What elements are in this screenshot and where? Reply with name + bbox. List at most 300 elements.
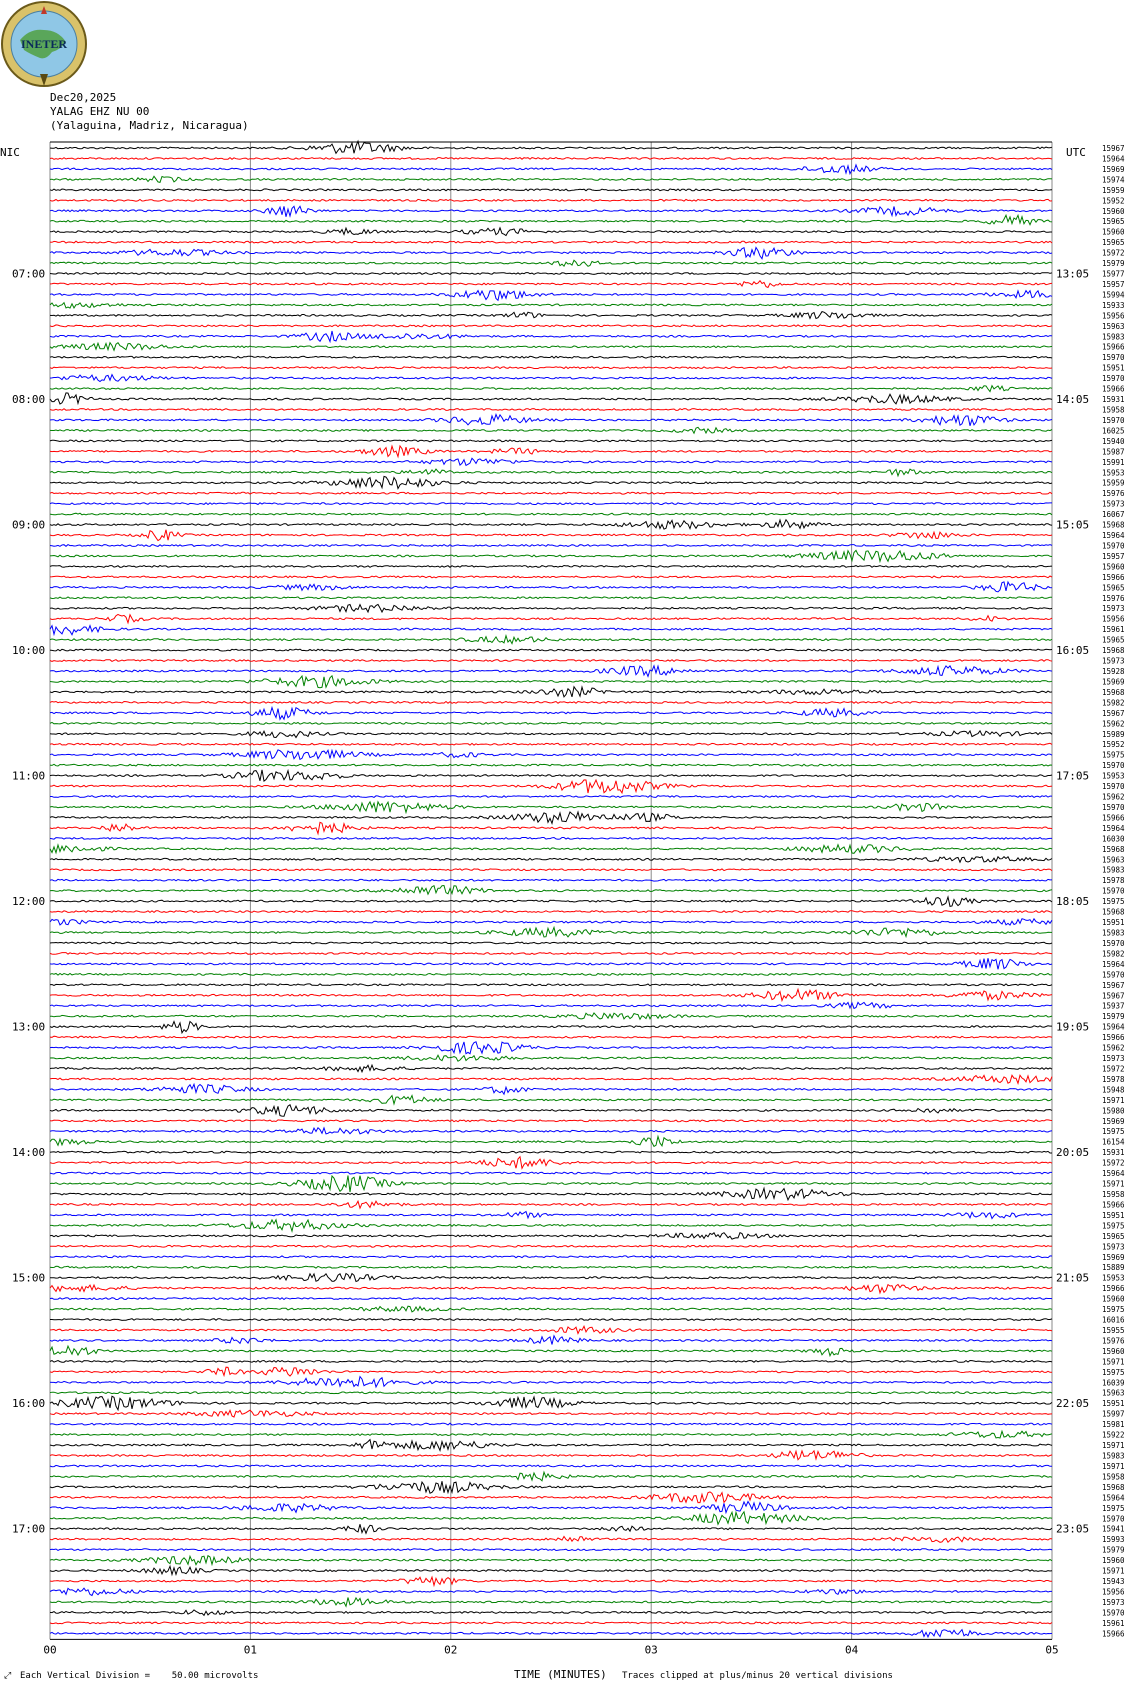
trace-value-label: 16025 — [1102, 426, 1125, 436]
trace-value-label: 15965 — [1102, 583, 1125, 593]
seismogram-trace — [50, 953, 1052, 955]
seismogram-trace — [50, 141, 1052, 153]
trace-value-label: 15951 — [1102, 1210, 1125, 1220]
seismogram-trace — [50, 1549, 1052, 1551]
trace-value-label: 15960 — [1102, 1556, 1125, 1566]
seismogram-trace — [50, 1256, 1052, 1258]
trace-value-label: 15968 — [1102, 907, 1125, 917]
seismogram-trace — [50, 1212, 1052, 1219]
trace-value-labels — [1102, 144, 1125, 1638]
trace-value-label: 15968 — [1102, 646, 1125, 656]
right-time-label: 16:05 — [1056, 644, 1090, 658]
trace-value-label: 15976 — [1102, 489, 1125, 499]
seismogram-trace — [50, 1201, 1052, 1208]
trace-value-label: 15987 — [1102, 447, 1125, 457]
trace-value-label: 15972 — [1102, 1158, 1125, 1168]
trace-value-label: 15983 — [1102, 332, 1125, 342]
seismogram-trace — [50, 1176, 1052, 1193]
right-time-label: 19:05 — [1056, 1020, 1090, 1034]
seismogram-trace — [50, 1396, 1052, 1410]
trace-value-label: 15959 — [1102, 478, 1125, 488]
seismogram-trace — [50, 660, 1052, 662]
seismogram-trace — [50, 687, 1052, 697]
trace-value-label: 15966 — [1102, 1284, 1125, 1294]
trace-value-label: 15951 — [1102, 1399, 1125, 1409]
trace-value-label: 15964 — [1102, 531, 1125, 540]
seismogram-trace — [50, 312, 1052, 319]
seismogram-trace — [50, 845, 1052, 854]
seismogram-trace — [50, 1622, 1052, 1624]
trace-value-label: 15933 — [1102, 300, 1125, 310]
seismogram-trace — [50, 1285, 1052, 1293]
trace-value-label: 15941 — [1102, 1524, 1125, 1534]
seismogram-trace — [50, 199, 1052, 201]
trace-value-label: 16039 — [1102, 1378, 1125, 1388]
x-tick-label: 05 — [1045, 1643, 1059, 1657]
seismogram-trace — [50, 1188, 1052, 1200]
seismogram-trace — [50, 1524, 1052, 1533]
trace-value-label: 15989 — [1102, 729, 1125, 739]
seismogram-trace — [50, 241, 1052, 243]
trace-value-label: 15958 — [1102, 1472, 1125, 1482]
x-tick-label: 01 — [243, 1643, 258, 1657]
left-time-label: 12:00 — [12, 895, 46, 909]
trace-value-label: 15965 — [1102, 238, 1125, 248]
seismogram-trace — [50, 1105, 1052, 1116]
trace-value-label: 15961 — [1102, 625, 1125, 635]
seismogram-trace — [50, 1157, 1052, 1169]
right-time-label: 13:05 — [1056, 267, 1090, 281]
trace-value-label: 15975 — [1102, 1127, 1125, 1137]
seismogram-trace — [50, 1577, 1052, 1585]
trace-value-label: 15960 — [1102, 206, 1125, 216]
seismogram-trace — [50, 911, 1052, 913]
trace-value-label: 15963 — [1102, 321, 1125, 331]
seismogram-trace — [50, 822, 1052, 833]
seismogram-trace — [50, 248, 1052, 259]
trace-value-label: 15970 — [1102, 1608, 1125, 1618]
seismogram-trace — [50, 626, 1052, 635]
left-time-label: 17:00 — [12, 1522, 46, 1536]
trace-value-label: 16016 — [1102, 1315, 1125, 1325]
trace-value-label: 15968 — [1102, 520, 1125, 530]
seismogram-trace — [50, 386, 1052, 392]
seismogram-trace — [50, 1502, 1052, 1513]
trace-value-label: 15967 — [1102, 144, 1125, 153]
seismogram-trace — [50, 1598, 1052, 1607]
seismogram-trace — [50, 1298, 1052, 1300]
trace-value-label: 15981 — [1102, 1420, 1125, 1430]
right-time-labels — [1056, 268, 1089, 1536]
left-time-label: 10:00 — [12, 644, 46, 658]
trace-value-label: 15970 — [1102, 374, 1125, 384]
seismogram-trace — [50, 513, 1052, 515]
seismogram-trace — [50, 722, 1052, 724]
seismogram-trace — [50, 1220, 1052, 1231]
trace-value-label: 15952 — [1102, 196, 1125, 206]
location-label: (Yalaguina, Madriz, Nicaragua) — [50, 119, 249, 132]
trace-value-label: 15959 — [1102, 185, 1125, 195]
trace-value-label: 15973 — [1102, 1054, 1125, 1063]
trace-value-label: 15966 — [1102, 1200, 1125, 1210]
seismogram-trace — [50, 649, 1052, 651]
trace-value-label: 15968 — [1102, 1482, 1125, 1492]
seismogram-trace — [50, 636, 1052, 644]
trace-value-label: 15975 — [1102, 1221, 1125, 1231]
seismogram-trace — [50, 743, 1052, 745]
left-timezone-label: NIC — [0, 146, 20, 159]
seismogram-trace — [50, 582, 1052, 592]
trace-value-label: 15951 — [1102, 363, 1125, 373]
seismogram-trace — [50, 291, 1052, 301]
seismogram-trace — [50, 1233, 1052, 1239]
seismogram-trace — [50, 1036, 1052, 1038]
seismogram-trace — [50, 750, 1052, 760]
trace-value-label: 15972 — [1102, 248, 1125, 258]
seismogram-trace — [50, 597, 1052, 599]
trace-value-label: 15975 — [1102, 750, 1125, 760]
seismogram-trace — [50, 1075, 1052, 1083]
seismogram-trace — [50, 1472, 1052, 1481]
seismogram-trace — [50, 206, 1052, 217]
seismogram-trace — [50, 331, 1052, 342]
scale-note: Each Vertical Division = 50.00 microvolts — [20, 1671, 259, 1681]
trace-value-label: 15975 — [1102, 1367, 1125, 1377]
seismogram-trace — [50, 469, 1052, 476]
seismogram-trace — [50, 158, 1052, 160]
right-timezone-label: UTC — [1066, 146, 1086, 159]
x-tick-label: 04 — [844, 1643, 859, 1657]
trace-value-label: 15973 — [1102, 656, 1125, 666]
trace-value-label: 15964 — [1102, 154, 1125, 164]
trace-value-label: 15973 — [1102, 1242, 1125, 1252]
seismogram-trace — [50, 440, 1052, 442]
seismogram-trace — [50, 676, 1052, 688]
trace-value-label: 15972 — [1102, 1064, 1125, 1074]
station-label: YALAG EHZ NU 00 — [50, 105, 150, 118]
seismogram-trace — [50, 1440, 1052, 1451]
logo-text: INETER — [20, 37, 68, 51]
trace-value-label: 15980 — [1102, 1106, 1125, 1116]
seismogram-trace — [50, 812, 1052, 823]
seismogram-trace — [50, 1120, 1052, 1122]
trace-value-label: 15966 — [1102, 572, 1125, 582]
trace-value-label: 15962 — [1102, 792, 1125, 802]
seismogram-trace — [50, 702, 1052, 704]
trace-value-label: 15976 — [1102, 1336, 1125, 1346]
seismogram-trace — [50, 550, 1052, 561]
trace-value-label: 15969 — [1102, 677, 1125, 687]
trace-value-label: 15971 — [1102, 1441, 1125, 1450]
seismogram-trace — [50, 897, 1052, 906]
seismogram-trace — [50, 927, 1052, 937]
right-time-label: 21:05 — [1056, 1271, 1090, 1285]
trace-value-label: 15964 — [1102, 1493, 1125, 1503]
seismogram-trace — [50, 1013, 1052, 1019]
trace-value-label: 15979 — [1102, 259, 1125, 269]
trace-value-label: 15983 — [1102, 865, 1125, 875]
trace-value-label: 15978 — [1102, 1074, 1125, 1084]
left-time-label: 07:00 — [12, 267, 46, 281]
left-time-label: 16:00 — [12, 1397, 46, 1411]
trace-value-label: 15948 — [1102, 1085, 1125, 1095]
trace-value-label: 15956 — [1102, 311, 1125, 321]
trace-value-label: 15957 — [1102, 551, 1125, 561]
seismogram-trace — [50, 446, 1052, 457]
seismogram-trace — [50, 1042, 1052, 1054]
trace-value-label: 15931 — [1102, 1148, 1125, 1158]
seismogram-trace — [50, 520, 1052, 529]
seismogram-trace — [50, 367, 1052, 369]
trace-value-label: 15957 — [1102, 280, 1125, 289]
seismogram-trace — [50, 260, 1052, 266]
trace-value-label: 15953 — [1102, 771, 1125, 781]
seismogram-trace — [50, 281, 1052, 288]
scale-icon: ⤢ — [4, 1671, 12, 1681]
seismogram-trace — [50, 356, 1052, 358]
seismogram-trace — [50, 604, 1052, 612]
trace-value-label: 15975 — [1102, 897, 1125, 907]
trace-value-label: 15940 — [1102, 436, 1125, 446]
trace-value-label: 15978 — [1102, 876, 1125, 886]
seismogram-trace — [50, 1610, 1052, 1616]
seismogram-trace — [50, 1084, 1052, 1094]
seismogram-trace — [50, 973, 1052, 975]
trace-value-label: 15976 — [1102, 593, 1125, 603]
trace-value-label: 15994 — [1102, 290, 1125, 300]
trace-value-label: 15970 — [1102, 416, 1125, 425]
trace-value-label: 15965 — [1102, 1231, 1125, 1241]
trace-value-label: 15982 — [1102, 698, 1125, 708]
seismogram-trace — [50, 1022, 1052, 1033]
seismogram-trace — [50, 708, 1052, 720]
trace-value-label: 15960 — [1102, 562, 1125, 572]
date-label: Dec20,2025 — [50, 91, 117, 104]
left-time-labels — [12, 268, 45, 1536]
trace-value-label: 15982 — [1102, 949, 1125, 959]
left-time-label: 15:00 — [12, 1271, 46, 1285]
trace-value-label: 15937 — [1102, 1001, 1125, 1011]
right-time-label: 18:05 — [1056, 895, 1090, 909]
trace-value-label: 15977 — [1102, 269, 1125, 279]
trace-value-label: 15971 — [1102, 1179, 1125, 1189]
trace-value-label: 15964 — [1102, 1022, 1125, 1032]
seismogram-trace — [50, 1431, 1052, 1438]
trace-value-label: 15965 — [1102, 635, 1125, 645]
seismogram-trace — [50, 919, 1052, 925]
seismogram-trace — [50, 458, 1052, 465]
seismogram-trace — [50, 176, 1052, 182]
trace-value-label: 15968 — [1102, 687, 1125, 697]
seismogram-trace — [50, 1137, 1052, 1147]
trace-value-label: 15993 — [1102, 1535, 1125, 1545]
seismogram-trace — [50, 325, 1052, 327]
trace-value-label: 15956 — [1102, 614, 1125, 624]
seismogram-trace — [50, 1319, 1052, 1321]
seismogram-trace — [50, 1096, 1052, 1104]
seismogram-trace — [50, 796, 1052, 798]
seismogram-trace — [50, 780, 1052, 793]
trace-value-label: 15973 — [1102, 604, 1125, 614]
trace-value-label: 16030 — [1102, 834, 1125, 844]
trace-value-label: 15943 — [1102, 1577, 1125, 1586]
trace-value-label: 15973 — [1102, 499, 1125, 509]
seismogram-trace — [50, 393, 1052, 404]
seismogram-trace — [50, 215, 1052, 225]
trace-value-label: 15953 — [1102, 468, 1125, 478]
seismogram-trace — [50, 228, 1052, 236]
trace-value-label: 15970 — [1102, 939, 1125, 948]
trace-value-label: 15966 — [1102, 384, 1125, 394]
seismogram-trace — [50, 1002, 1052, 1008]
trace-value-label: 15970 — [1102, 353, 1125, 363]
left-time-label: 11:00 — [12, 769, 46, 783]
trace-value-label: 15962 — [1102, 719, 1125, 729]
trace-value-label: 15970 — [1102, 541, 1125, 551]
trace-value-label: 15966 — [1102, 1629, 1125, 1639]
seismogram-trace — [50, 530, 1052, 541]
seismogram-trace — [50, 1274, 1052, 1282]
trace-value-label: 15951 — [1102, 918, 1125, 927]
trace-value-label: 15969 — [1102, 1252, 1125, 1262]
trace-value-label: 15963 — [1102, 855, 1125, 865]
seismogram-trace — [50, 731, 1052, 738]
seismogram-trace — [50, 1392, 1052, 1394]
seismogram-trace — [50, 1465, 1052, 1467]
seismogram-trace — [50, 1537, 1052, 1543]
seismogram-trace — [50, 375, 1052, 382]
trace-value-label: 15953 — [1102, 1273, 1125, 1283]
trace-value-label: 15969 — [1102, 1116, 1125, 1126]
trace-value-label: 15974 — [1102, 175, 1125, 185]
x-tick-labels — [43, 1643, 1058, 1656]
trace-value-label: 15958 — [1102, 405, 1125, 415]
seismogram-trace — [50, 503, 1052, 505]
seismogram-trace — [50, 1492, 1052, 1503]
trace-value-label: 15970 — [1102, 970, 1125, 980]
trace-value-label: 16154 — [1102, 1137, 1125, 1147]
seismogram-trace — [50, 1367, 1052, 1376]
left-time-label: 09:00 — [12, 518, 46, 532]
seismogram-trace — [50, 343, 1052, 351]
trace-value-label: 15970 — [1102, 782, 1125, 792]
trace-value-label: 15960 — [1102, 227, 1125, 237]
trace-value-label: 15964 — [1102, 823, 1125, 833]
seismogram-trace — [50, 545, 1052, 547]
left-time-label: 08:00 — [12, 393, 46, 406]
seismogram-trace — [50, 303, 1052, 308]
seismogram-trace — [50, 1630, 1052, 1637]
right-time-label: 22:05 — [1056, 1397, 1090, 1411]
seismogram-trace — [50, 1306, 1052, 1312]
trace-value-label: 15975 — [1102, 1503, 1125, 1513]
seismogram-trace — [50, 666, 1052, 677]
seismogram-trace — [50, 476, 1052, 488]
trace-value-label: 15969 — [1102, 164, 1125, 174]
trace-value-label: 16067 — [1102, 510, 1125, 520]
clip-note: Traces clipped at plus/minus 20 vertical divisions — [622, 1671, 893, 1681]
trace-value-label: 15971 — [1102, 1095, 1125, 1105]
seismogram-trace — [50, 838, 1052, 840]
trace-value-label: 15928 — [1102, 667, 1125, 676]
seismogram-trace — [50, 1481, 1052, 1493]
seismogram-trace — [50, 1566, 1052, 1574]
seismogram-trace — [50, 1055, 1052, 1061]
seismogram-trace — [50, 1377, 1052, 1387]
trace-value-label: 15991 — [1102, 457, 1125, 467]
right-time-label: 17:05 — [1056, 769, 1090, 783]
trace-value-label: 15979 — [1102, 1545, 1125, 1555]
trace-value-label: 15965 — [1102, 217, 1125, 227]
x-tick-label: 03 — [644, 1643, 658, 1657]
trace-value-label: 15973 — [1102, 1597, 1125, 1607]
seismogram-trace — [50, 1410, 1052, 1417]
seismogram-trace — [50, 576, 1052, 578]
trace-value-label: 15922 — [1102, 1430, 1125, 1440]
trace-value-label: 15970 — [1102, 1514, 1125, 1524]
trace-value-label: 15955 — [1102, 1326, 1125, 1335]
trace-value-label: 15997 — [1102, 1409, 1125, 1419]
seismogram-trace — [50, 1451, 1052, 1460]
seismogram-trace — [50, 958, 1052, 969]
seismogram-trace — [50, 886, 1052, 895]
seismogram-trace — [50, 1588, 1052, 1595]
x-tick-label: 00 — [43, 1643, 57, 1657]
seismogram-trace — [50, 984, 1052, 986]
trace-value-label: 15971 — [1102, 1357, 1125, 1367]
trace-value-label: 15931 — [1102, 395, 1125, 404]
trace-value-label: 15952 — [1102, 740, 1125, 750]
seismogram-trace — [50, 1336, 1052, 1345]
trace-value-label: 15963 — [1102, 1388, 1125, 1398]
trace-value-label: 15967 — [1102, 708, 1125, 718]
seismogram-trace — [50, 879, 1052, 881]
seismogram-trace — [50, 1346, 1052, 1356]
trace-value-label: 15970 — [1102, 761, 1125, 771]
seismogram-trace — [50, 1556, 1052, 1565]
trace-value-label: 15966 — [1102, 813, 1125, 823]
seismogram-trace — [50, 802, 1052, 813]
trace-value-label: 15975 — [1102, 1305, 1125, 1315]
seismogram-trace — [50, 1423, 1052, 1425]
trace-value-label: 15983 — [1102, 1451, 1125, 1461]
seismogram-trace — [50, 1266, 1052, 1268]
trace-value-label: 15962 — [1102, 1043, 1125, 1053]
trace-value-label: 15979 — [1102, 1012, 1125, 1022]
seismogram-trace — [50, 1065, 1052, 1072]
trace-value-label: 15968 — [1102, 844, 1125, 854]
trace-value-label: 15956 — [1102, 1587, 1125, 1597]
seismogram-trace — [50, 189, 1052, 191]
trace-value-label: 15970 — [1102, 886, 1125, 896]
seismogram-trace — [50, 492, 1052, 494]
seismogram-trace — [50, 1151, 1052, 1153]
traces — [50, 141, 1052, 1637]
seismogram-trace — [50, 1361, 1052, 1363]
seismogram-trace — [50, 614, 1052, 622]
trace-value-label: 15960 — [1102, 1294, 1125, 1304]
x-axis-label: TIME (MINUTES) — [514, 1668, 607, 1681]
right-time-label: 14:05 — [1056, 393, 1090, 406]
trace-value-label: 15966 — [1102, 342, 1125, 352]
left-time-label: 13:00 — [12, 1020, 46, 1034]
seismogram-trace — [50, 857, 1052, 863]
seismogram-trace — [50, 566, 1052, 568]
seismogram-trace — [50, 764, 1052, 766]
seismogram-trace — [50, 1128, 1052, 1134]
seismogram-trace — [50, 273, 1052, 275]
trace-value-label: 15961 — [1102, 1618, 1125, 1628]
